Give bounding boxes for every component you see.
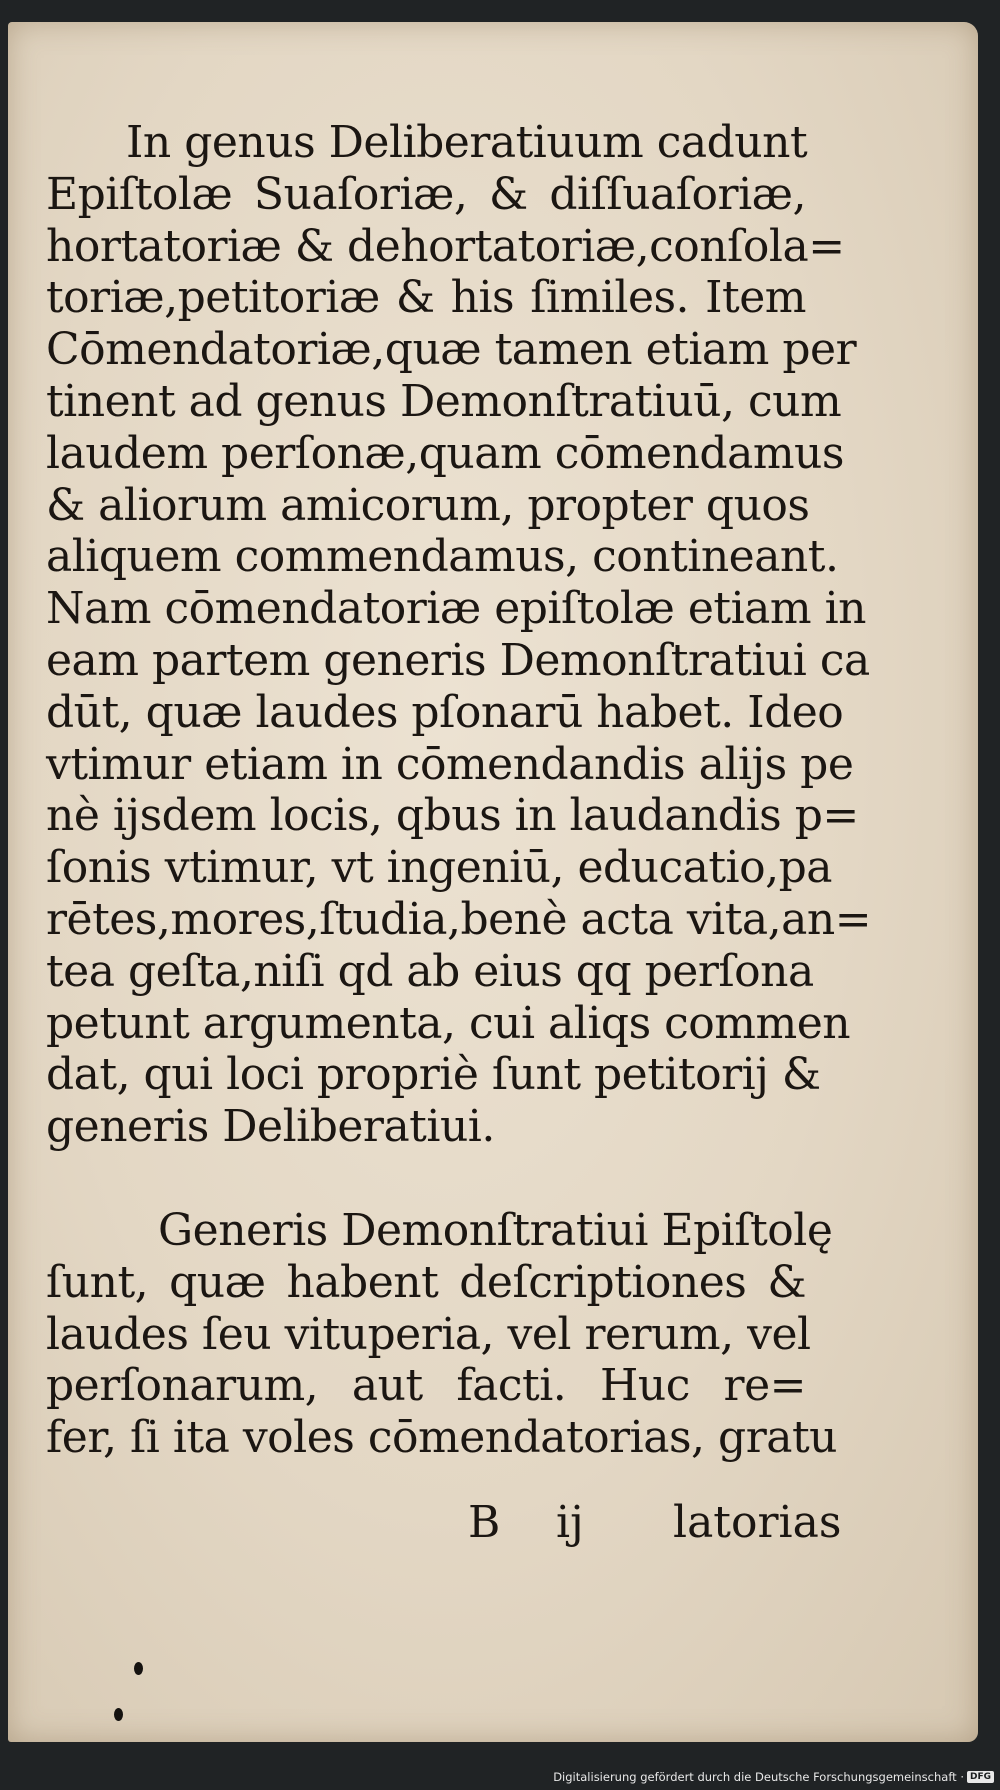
leaf-number: ij — [556, 1497, 584, 1548]
text-line: dūt, quæ laudes pſonarū habet. Ideo — [46, 686, 844, 738]
book-page — [8, 22, 978, 1742]
text-line: vtimur etiam in cōmendandis alijs pe — [46, 738, 854, 790]
paragraph-gap — [46, 1153, 806, 1205]
text-line: tea geſta,niſi qd ab eius qq perſona — [46, 945, 814, 997]
text-line: toriæ,petitoriæ & his ſimiles. Item — [46, 272, 806, 324]
page-text — [46, 117, 872, 1464]
footer-credit: Digitalisierung gefördert durch die Deutsche Forschungsgemeinschaft · — [553, 1770, 964, 1784]
text-line: hortatoriæ & dehortatoriæ,conſola= — [46, 220, 845, 272]
dfg-logo: DFG — [967, 1771, 994, 1783]
catchword: latorias — [673, 1497, 842, 1548]
signature-mark: B — [468, 1497, 501, 1548]
text-line: petunt argumenta, cui aliqs commen — [46, 997, 851, 1049]
text-line: ſonis vtimur, vt ingeniū, educatio,pa — [46, 842, 833, 894]
catchline — [8, 1497, 1000, 1549]
text-line: nè ijsdem locis, qbus in laudandis p= — [46, 790, 859, 842]
text-line: aliquem commendamus, contineant. — [46, 531, 839, 583]
text-line: perſonarum, aut facti. Huc re= — [46, 1360, 806, 1412]
text-line: & aliorum amicorum, propter quos — [46, 479, 810, 531]
digitization-footer — [553, 1768, 994, 1786]
text-line: dat, qui loci propriè ſunt petitorij & — [46, 1049, 821, 1101]
text-line: In genus Deliberatiuum cadunt — [126, 117, 808, 168]
text-line: eam partem generis Demonſtratiui ca — [46, 634, 870, 686]
text-line: laudem perſonæ,quam cōmendamus — [46, 427, 844, 479]
ink-spot — [114, 1708, 123, 1721]
paragraph-2 — [46, 1204, 837, 1464]
text-line: Cōmendatoriæ,quæ tamen etiam per — [46, 324, 857, 376]
text-line: ſunt, quæ habent deſcriptiones & — [46, 1256, 806, 1308]
text-line: generis Deliberatiui. — [46, 1101, 495, 1153]
text-line: Generis Demonſtratiui Epiſtolę — [158, 1204, 833, 1256]
text-line: Nam cōmendatoriæ epiſtolæ etiam in — [46, 583, 866, 635]
text-line: tinent ad genus Demonſtratiuū, cum — [46, 375, 842, 427]
text-line: fer, ſi ita voles cōmendatorias, gratu — [46, 1412, 837, 1464]
paragraph-1 — [46, 117, 872, 1153]
ink-spot — [134, 1662, 143, 1675]
text-line: laudes ſeu vituperia, vel rerum, vel — [46, 1308, 811, 1360]
text-line: rētes,mores,ſtudia,benè acta vita,an= — [46, 893, 872, 945]
text-line: Epiſtolæ Suaſoriæ, & diſſuaſoriæ, — [46, 168, 806, 220]
